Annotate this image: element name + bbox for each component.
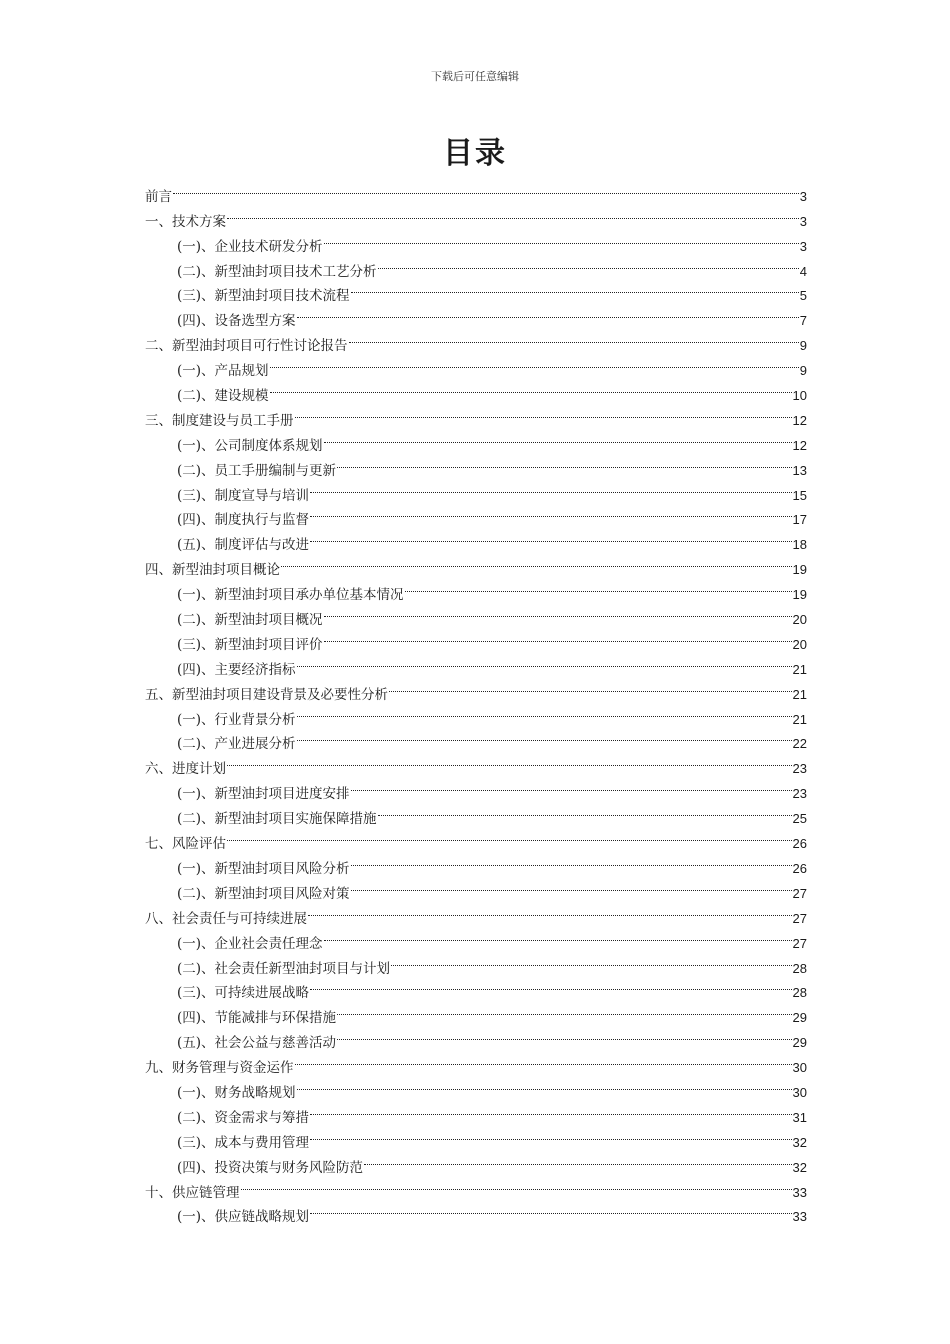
toc-dot-leader	[297, 649, 792, 674]
toc-entry-title: (四)、主要经济指标	[177, 661, 296, 678]
toc-dot-leader	[378, 798, 792, 823]
toc-entry-title: (三)、新型油封项目评价	[177, 636, 323, 653]
toc-entry-title: (五)、制度评估与改进	[177, 537, 310, 554]
toc-entry-page: 7	[799, 313, 807, 329]
toc-entry-title: 九、财务管理与资金运作	[145, 1060, 294, 1077]
toc-entry-page: 26	[792, 860, 807, 876]
toc-dot-leader	[337, 997, 791, 1022]
toc-dot-leader	[297, 300, 799, 325]
toc-dot-leader	[297, 724, 792, 749]
toc-entry-title: 六、进度计划	[145, 761, 226, 778]
toc-entry-page: 27	[792, 935, 807, 951]
page-header: 下载后可任意编辑	[431, 70, 519, 83]
table-of-contents	[145, 176, 807, 1226]
toc-entry-title: (三)、新型油封项目技术流程	[177, 288, 350, 305]
page-title: 目录	[443, 136, 507, 171]
toc-entry-title: 四、新型油封项目概论	[145, 562, 280, 579]
toc-dot-leader	[297, 699, 792, 724]
toc-entry-title: (四)、节能减排与环保措施	[177, 1010, 337, 1027]
toc-dot-leader	[337, 1022, 791, 1047]
toc-dot-leader	[351, 276, 799, 301]
toc-entry-title: (五)、社会公益与慈善活动	[177, 1035, 337, 1052]
toc-entry-page: 27	[792, 910, 807, 926]
toc-dot-leader	[405, 574, 792, 599]
toc-dot-leader	[173, 176, 799, 201]
toc-dot-leader	[391, 948, 791, 973]
toc-entry-page: 32	[792, 1159, 807, 1175]
toc-dot-leader	[227, 201, 799, 226]
toc-entry[interactable]	[145, 226, 807, 255]
toc-dot-leader	[378, 251, 799, 276]
toc-dot-leader	[270, 375, 792, 400]
toc-entry-page: 22	[792, 736, 807, 752]
toc-entry-title: (二)、新型油封项目技术工艺分析	[177, 263, 377, 280]
toc-entry-title: (一)、新型油封项目承办单位基本情况	[177, 587, 404, 604]
toc-entry-page: 20	[792, 636, 807, 652]
toc-dot-leader	[227, 748, 792, 773]
toc-dot-leader	[310, 973, 791, 998]
toc-entry-title: (四)、制度执行与监督	[177, 512, 310, 529]
toc-entry[interactable]	[145, 748, 807, 778]
toc-entry-title: 七、风险评估	[145, 836, 226, 853]
toc-entry-title: (一)、产品规划	[177, 363, 269, 380]
toc-entry[interactable]	[145, 1172, 807, 1201]
toc-entry-title: (一)、企业社会责任理念	[177, 935, 323, 952]
toc-entry-page: 29	[792, 1035, 807, 1051]
toc-entry-page: 4	[799, 263, 807, 279]
toc-entry-page: 19	[792, 587, 807, 603]
toc-dot-leader	[389, 674, 792, 699]
toc-entry-page: 13	[792, 462, 807, 478]
toc-entry-page: 29	[792, 1010, 807, 1026]
toc-entry-page: 21	[792, 686, 807, 702]
toc-entry[interactable]	[145, 1197, 807, 1226]
toc-entry-title: (一)、供应链战略规划	[177, 1209, 310, 1226]
toc-entry-title: (四)、投资决策与财务风险防范	[177, 1159, 364, 1176]
toc-dot-leader	[295, 400, 792, 425]
toc-entry[interactable]	[145, 176, 807, 205]
toc-entry-page: 3	[799, 188, 807, 204]
toc-entry-title: (一)、行业背景分析	[177, 711, 296, 728]
toc-entry-title: (一)、财务战略规划	[177, 1084, 296, 1101]
toc-entry-title: (三)、制度宣导与培训	[177, 487, 310, 504]
toc-entry[interactable]	[145, 848, 807, 877]
toc-entry-title: (二)、产业进展分析	[177, 736, 296, 753]
toc-entry-title: (一)、企业技术研发分析	[177, 238, 323, 255]
toc-entry-page: 9	[799, 363, 807, 379]
toc-dot-leader	[337, 450, 791, 475]
toc-entry-page: 21	[792, 711, 807, 727]
toc-entry-title: (二)、资金需求与筹措	[177, 1109, 310, 1126]
toc-entry-page: 25	[792, 811, 807, 827]
toc-dot-leader	[324, 425, 792, 450]
toc-dot-leader	[310, 1197, 791, 1222]
toc-dot-leader	[349, 325, 799, 350]
toc-entry-page: 5	[799, 288, 807, 304]
toc-entry-page: 23	[792, 761, 807, 777]
toc-entry-page: 32	[792, 1134, 807, 1150]
toc-entry-title: (二)、社会责任新型油封项目与计划	[177, 960, 391, 977]
toc-entry-title: (四)、设备选型方案	[177, 313, 296, 330]
toc-dot-leader	[227, 823, 792, 848]
toc-entry-page: 20	[792, 612, 807, 628]
toc-entry-title: 五、新型油封项目建设背景及必要性分析	[145, 686, 388, 703]
toc-entry-page: 9	[799, 338, 807, 354]
toc-entry-page: 28	[792, 960, 807, 976]
toc-entry-title: (一)、新型油封项目风险分析	[177, 860, 350, 877]
toc-dot-leader	[351, 873, 792, 898]
toc-entry-title: (三)、可持续进展战略	[177, 985, 310, 1002]
toc-entry-title: (二)、新型油封项目实施保障措施	[177, 811, 377, 828]
toc-entry-title: (二)、建设规模	[177, 388, 269, 405]
toc-entry-title: (一)、公司制度体系规划	[177, 437, 323, 454]
toc-entry-title: (三)、成本与费用管理	[177, 1134, 310, 1151]
toc-dot-leader	[310, 524, 791, 549]
toc-dot-leader	[351, 848, 792, 873]
toc-entry-title: (二)、员工手册编制与更新	[177, 462, 337, 479]
toc-dot-leader	[351, 773, 792, 798]
toc-entry-title: 一、技术方案	[145, 213, 226, 230]
toc-entry-title: (一)、新型油封项目进度安排	[177, 786, 350, 803]
toc-entry-title: (二)、新型油封项目概况	[177, 612, 323, 629]
toc-entry-title: (二)、新型油封项目风险对策	[177, 885, 350, 902]
toc-entry-page: 26	[792, 836, 807, 852]
toc-dot-leader	[310, 475, 791, 500]
toc-dot-leader	[295, 1047, 792, 1072]
toc-dot-leader	[324, 624, 792, 649]
toc-entry[interactable]	[145, 773, 807, 803]
toc-entry-page: 15	[792, 487, 807, 503]
toc-dot-leader	[364, 1147, 791, 1172]
toc-dot-leader	[281, 549, 792, 574]
toc-entry-page: 19	[792, 562, 807, 578]
toc-entry-page: 18	[792, 537, 807, 553]
toc-entry-page: 21	[792, 661, 807, 677]
toc-entry-page: 12	[792, 437, 807, 453]
toc-entry-page: 27	[792, 885, 807, 901]
toc-entry-page: 33	[792, 1184, 807, 1200]
toc-dot-leader	[324, 923, 792, 948]
toc-entry[interactable]	[145, 823, 807, 853]
toc-entry-title: 三、制度建设与员工手册	[145, 412, 294, 429]
toc-entry-page: 3	[799, 213, 807, 229]
toc-entry-page: 30	[792, 1084, 807, 1100]
toc-entry-title: 二、新型油封项目可行性讨论报告	[145, 338, 348, 355]
toc-entry-page: 3	[799, 238, 807, 254]
toc-entry-title: 前言	[145, 188, 172, 205]
toc-dot-leader	[270, 350, 799, 375]
toc-dot-leader	[308, 898, 792, 923]
toc-entry-page: 17	[792, 512, 807, 528]
toc-entry-page: 28	[792, 985, 807, 1001]
toc-dot-leader	[310, 1122, 791, 1147]
toc-entry-page: 31	[792, 1109, 807, 1125]
toc-entry-page: 12	[792, 412, 807, 428]
toc-entry-page: 30	[792, 1060, 807, 1076]
toc-dot-leader	[310, 1097, 791, 1122]
toc-entry-title: 十、供应链管理	[145, 1184, 240, 1201]
toc-entry[interactable]	[145, 201, 807, 230]
toc-entry-page: 33	[792, 1209, 807, 1225]
toc-entry-page: 23	[792, 786, 807, 802]
toc-dot-leader	[241, 1172, 792, 1197]
toc-entry-title: 八、社会责任与可持续进展	[145, 910, 307, 927]
toc-dot-leader	[310, 500, 791, 525]
toc-dot-leader	[324, 226, 799, 251]
toc-entry-page: 10	[792, 388, 807, 404]
toc-dot-leader	[324, 599, 792, 624]
toc-dot-leader	[297, 1072, 792, 1097]
